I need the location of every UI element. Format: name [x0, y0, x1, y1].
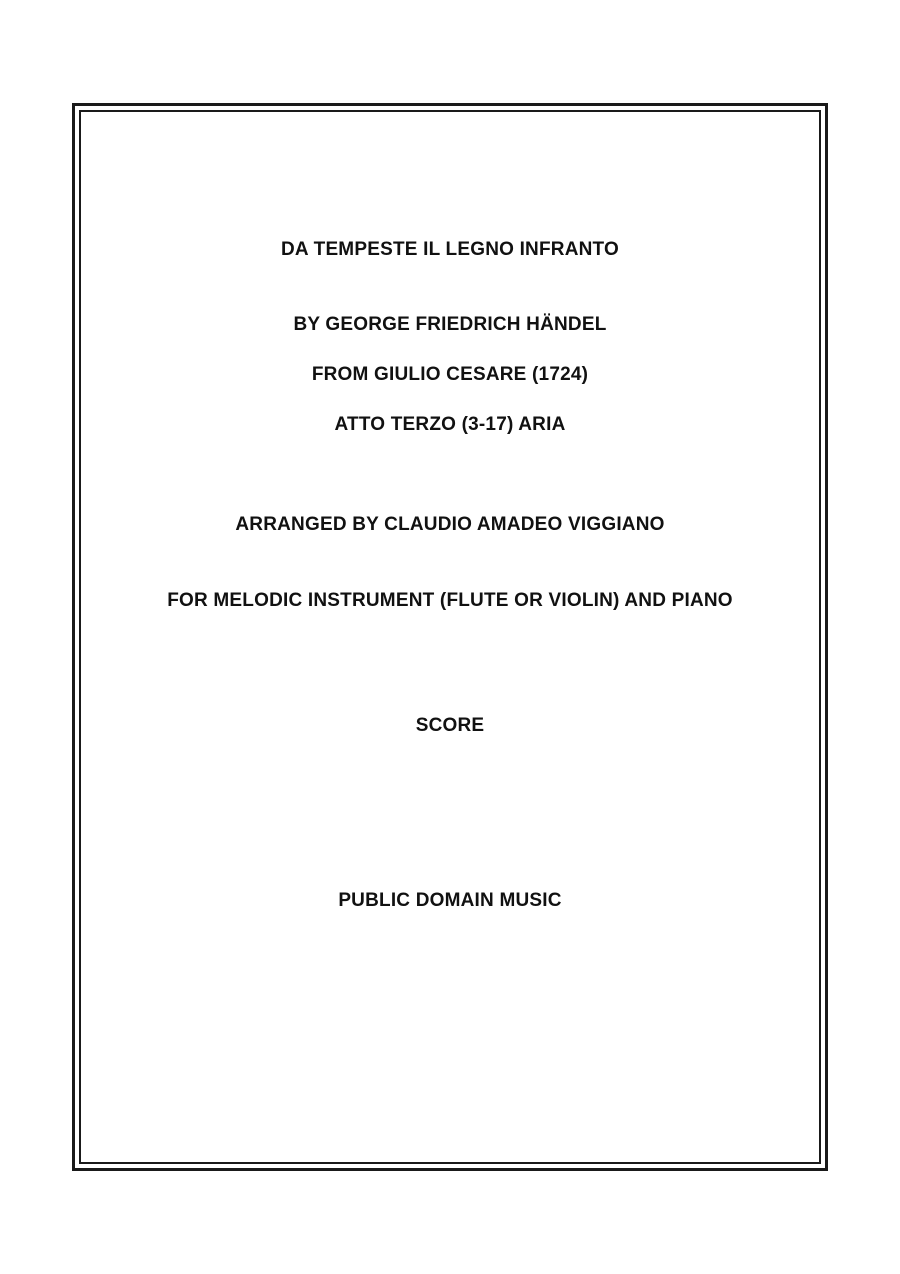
edition-type: SCORE: [415, 715, 485, 736]
license-line: PUBLIC DOMAIN MUSIC: [338, 890, 562, 911]
composer-line: BY GEORGE FRIEDRICH HÄNDEL: [293, 314, 607, 335]
instrumentation-line: FOR MELODIC INSTRUMENT (FLUTE OR VIOLIN) AND PIANO: [167, 590, 733, 611]
source-line: FROM GIULIO CESARE (1724): [311, 364, 589, 385]
act-line: ATTO TERZO (3-17) ARIA: [334, 414, 566, 435]
work-title: DA TEMPESTE IL LEGNO INFRANTO: [281, 239, 619, 260]
page-border-inner: [79, 110, 821, 1164]
page-border-outer: [72, 103, 828, 1171]
arranger-line: ARRANGED BY CLAUDIO AMADEO VIGGIANO: [235, 514, 665, 535]
